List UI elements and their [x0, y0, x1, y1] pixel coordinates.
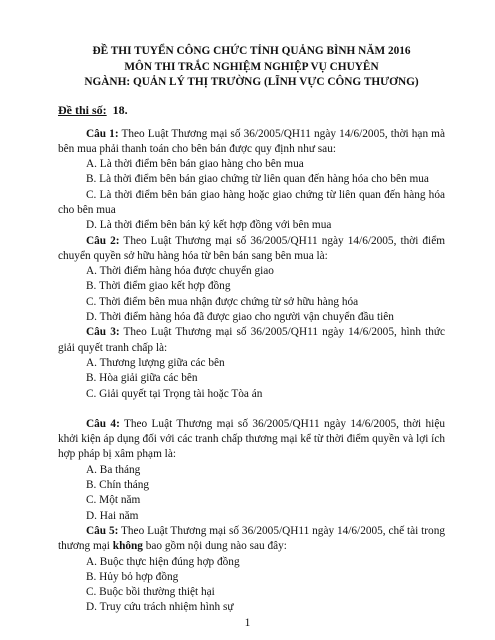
header-field-line: NGÀNH: QUẢN LÝ THỊ TRƯỜNG (LĨNH VỰC CÔNG THƯƠNG) [84, 76, 419, 88]
question-3-stem [58, 325, 445, 356]
question-list [58, 127, 445, 616]
header-title-line: ĐỀ THI TUYỂN CÔNG CHỨC TỈNH QUẢNG BÌNH NĂM 2016 [92, 45, 411, 57]
question-2-text: Theo Luật Thương mại số 36/2005/QH11 ngày 14/6/2005, thời điểm chuyển quyền sở hữu hàng hóa từ bên bán sang bên mua là: [58, 234, 446, 262]
question-1-option-a: A. Là thời điểm bên bán giao hàng cho bên mua [86, 158, 304, 171]
question-2-option-d: D. Thời điểm hàng hóa đã được giao cho người vận chuyển đầu tiên [86, 311, 394, 324]
question-2-option-b: B. Thời điểm giao kết hợp đồng [86, 280, 231, 293]
question-2-option-a: A. Thời điểm hàng hóa được chuyển giao [86, 265, 274, 278]
question-5-emphasis: không [112, 540, 143, 553]
exam-number-value: 18. [112, 102, 128, 117]
question-3-option-c: C. Giải quyết tại Trọng tài hoặc Tòa án [86, 387, 263, 400]
question-5-text-before: Theo Luật Thương mại số 36/2005/QH11 ngày 14/6/2005, chế tài trong thương mại [58, 524, 445, 553]
question-3-option-b: B. Hòa giải giữa các bên [86, 372, 198, 385]
question-3-option-a: A. Thương lượng giữa các bên [86, 356, 225, 369]
question-3-label: Câu 3: [86, 326, 120, 339]
question-4-stem [58, 417, 445, 463]
question-4-option-c: C. Một năm [86, 494, 141, 507]
exam-header [58, 44, 445, 91]
question-5-option-a: A. Buộc thực hiện đúng hợp đồng [86, 555, 240, 568]
question-5-label: Câu 5: [86, 524, 119, 537]
question-4-text: Theo Luật Thương mại số 36/2005/QH11 ngày 14/6/2005, thời hiệu khởi kiện áp dụng đối với các tranh chấp thương mại kể từ thời điểm quyền và lợi ích hợp pháp bị xâm phạm là: [58, 417, 445, 461]
header-subject-line: MÔN THI TRẮC NGHIỆM NGHIỆP VỤ CHUYÊN [124, 60, 379, 73]
question-4-option-b: B. Chín tháng [86, 479, 150, 492]
question-2-label: Câu 2: [86, 234, 120, 247]
question-2-stem [58, 234, 445, 265]
question-4-label: Câu 4: [86, 417, 120, 430]
question-2-option-c: C. Thời điểm bên mua nhận được chứng từ sở hữu hàng hóa [86, 295, 359, 308]
question-1-option-c: C. Là thời điểm bên bán giao hàng hoặc giao chứng từ liên quan đến hàng hóa cho bên mua [58, 188, 445, 216]
page-number: 1 [244, 617, 251, 629]
question-1-stem [58, 127, 445, 158]
question-5-option-d: D. Truy cứu trách nhiệm hình sự [86, 601, 234, 614]
question-5-option-b: B. Hủy bỏ hợp đồng [86, 570, 179, 583]
question-1-option-d: D. Là thời điểm bên bán ký kết hợp đồng với bên mua [86, 219, 332, 232]
question-5-option-c: C. Buộc bồi thường thiệt hại [86, 586, 215, 599]
question-1-option-b: B. Là thời điểm bên bán giao chứng từ liên quan đến hàng hóa cho bên mua [86, 173, 429, 186]
question-3-text: Theo Luật Thương mại số 36/2005/QH11 ngày 14/6/2005, hình thức giải quyết tranh chấp là: [58, 326, 445, 354]
question-1-text: Theo Luật Thương mại số 36/2005/QH11 ngày 14/6/2005, thời hạn mà bên mua phải thanh toán cho bên bán được quy định như sau: [58, 127, 445, 155]
question-5-stem [58, 524, 445, 555]
question-1-label: Câu 1: [86, 127, 119, 140]
question-4-option-a: A. Ba tháng [86, 463, 141, 476]
question-5-text-after: bao gồm nội dung nào sau đây: [142, 540, 287, 553]
question-4-option-d: D. Hai năm [86, 509, 139, 522]
exam-number-label: Đề thi số: [58, 102, 107, 117]
exam-number [58, 102, 445, 118]
